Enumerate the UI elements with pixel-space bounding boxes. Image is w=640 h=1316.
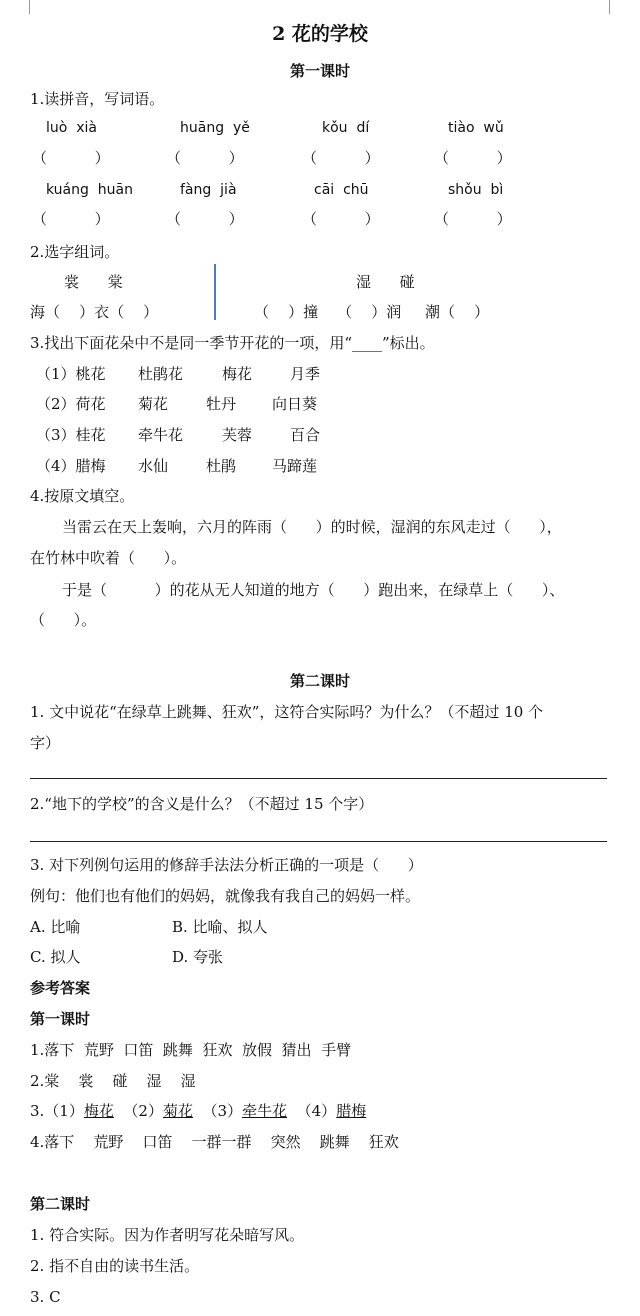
flower-item: 水仙: [138, 457, 169, 475]
a3-label: （2）: [123, 1102, 163, 1120]
option[interactable]: A. 比喻: [30, 918, 81, 936]
a3-prefix: 3.（1）: [30, 1102, 84, 1120]
p2-q1: 1. 文中说花“在绿草上跳舞、狂欢”，这符合实际吗？为什么？（不超过 10 个: [30, 703, 544, 721]
answers-part2-heading: 第二课时: [30, 1195, 91, 1213]
a3-label: （4）: [296, 1102, 337, 1120]
flower-item: 芙蓉: [222, 426, 253, 444]
answer-flower: 菊花: [162, 1102, 193, 1120]
pinyin: tiào wǔ: [448, 120, 504, 136]
part1-heading: 第一课时: [289, 62, 350, 80]
flower-item: （1）桃花: [36, 365, 106, 383]
q4-passage: （ ）。: [30, 611, 97, 629]
flower-item: 马蹄莲: [272, 457, 318, 475]
answer-line-text: 2. 指不自由的读书生活。: [30, 1257, 200, 1275]
pinyin: huāng yě: [180, 120, 250, 136]
page-title: 2 花的学校: [272, 23, 368, 45]
option[interactable]: C. 拟人: [30, 948, 81, 966]
p2-q2: 2.“地下的学校”的含义是什么？（不超过 15 个字）: [30, 795, 374, 813]
flower-item: 牡丹: [206, 395, 237, 413]
q2-title: 2.选字组词。: [30, 243, 120, 261]
answer-flower: 牵牛花: [242, 1102, 288, 1120]
answer-line-text: 2.棠 裳 碰 湿 湿: [30, 1072, 196, 1090]
q2-left-line: 海（ ）衣（ ）: [30, 303, 159, 321]
pinyin: luò xià: [46, 120, 97, 136]
q2-right-chars: 湿 碰: [356, 273, 415, 291]
answer-blank[interactable]: （ ）: [434, 210, 512, 228]
answer-line-text: 1.落下 荒野 口笛 跳舞 狂欢 放假 猜出 手臂: [30, 1041, 352, 1059]
answers-part1-heading: 第一课时: [30, 1010, 91, 1028]
flower-item: （2）荷花: [36, 395, 106, 413]
flower-item: 杜鹃: [206, 457, 237, 475]
q3-title: 3.找出下面花朵中不是同一季节开花的一项，用“____”标出。: [30, 334, 435, 352]
flower-item: 杜鹃花: [138, 365, 184, 383]
answers-heading: 参考答案: [30, 979, 91, 997]
p2-q3: 3. 对下列例句运用的修辞手法法分析正确的一项是（ ）: [30, 856, 423, 874]
q4-title: 4.按原文填空。: [30, 487, 135, 505]
answer-blank[interactable]: （ ）: [32, 149, 110, 167]
answer-line[interactable]: [30, 841, 607, 842]
flower-item: 梅花: [222, 365, 253, 383]
divider-line: [214, 264, 216, 320]
option[interactable]: D. 夸张: [172, 948, 224, 966]
answer-blank[interactable]: （ ）: [302, 149, 380, 167]
pinyin: fàng jià: [180, 182, 237, 198]
answer-line-text: [30, 1102, 366, 1120]
flower-item: （4）腊梅: [36, 457, 106, 475]
flower-item: 月季: [290, 365, 321, 383]
flower-item: 百合: [290, 426, 321, 444]
p2-q1: 字）: [30, 734, 61, 752]
page-corner-left: [29, 0, 30, 14]
pinyin: kǒu dí: [322, 120, 370, 136]
answer-line-text: 4.落下 荒野 口笛 一群一群 突然 跳舞 狂欢: [30, 1133, 399, 1151]
p2-example: 例句：他们也有他们的妈妈，就像我有我自己的妈妈一样。: [30, 887, 421, 905]
answer-blank[interactable]: （ ）: [302, 210, 380, 228]
answer-line-text: 1. 符合实际。因为作者明写花朵暗写风。: [30, 1226, 305, 1244]
flower-item: （3）桂花: [36, 426, 106, 444]
q1-title: 1.读拼音，写词语。: [30, 90, 165, 108]
answer-blank[interactable]: （ ）: [32, 210, 110, 228]
part2-heading: 第二课时: [289, 672, 350, 690]
answer-line-text: 3. C: [30, 1288, 61, 1306]
flower-item: 牵牛花: [138, 426, 184, 444]
answer-blank[interactable]: （ ）: [166, 210, 244, 228]
answer-line[interactable]: [30, 778, 607, 779]
q4-passage: 当雷云在天上轰响，六月的阵雨（ ）的时候，湿润的东风走过（ ），: [62, 518, 562, 536]
pinyin: shǒu bì: [448, 182, 504, 198]
a3-label: （3）: [202, 1102, 243, 1120]
answer-blank[interactable]: （ ）: [434, 149, 512, 167]
answer-flower: 梅花: [83, 1102, 114, 1120]
pinyin: kuáng huān: [46, 182, 133, 198]
answer-blank[interactable]: （ ）: [166, 149, 244, 167]
option[interactable]: B. 比喻、拟人: [172, 918, 268, 936]
q2-left-chars: 裳 棠: [64, 273, 123, 291]
q2-right-line: （ ）撞 （ ）润 潮（ ）: [254, 303, 490, 321]
page-corner-right: [609, 0, 610, 14]
pinyin: cāi chū: [314, 182, 369, 198]
q4-passage: 在竹林中吹着（ ）。: [30, 549, 187, 567]
answer-flower: 腊梅: [336, 1102, 367, 1120]
flower-item: 菊花: [138, 395, 169, 413]
q4-passage: 于是（ ）的花从无人知道的地方（ ）跑出来，在绿草上（ ）、: [62, 581, 565, 599]
flower-item: 向日葵: [272, 395, 318, 413]
